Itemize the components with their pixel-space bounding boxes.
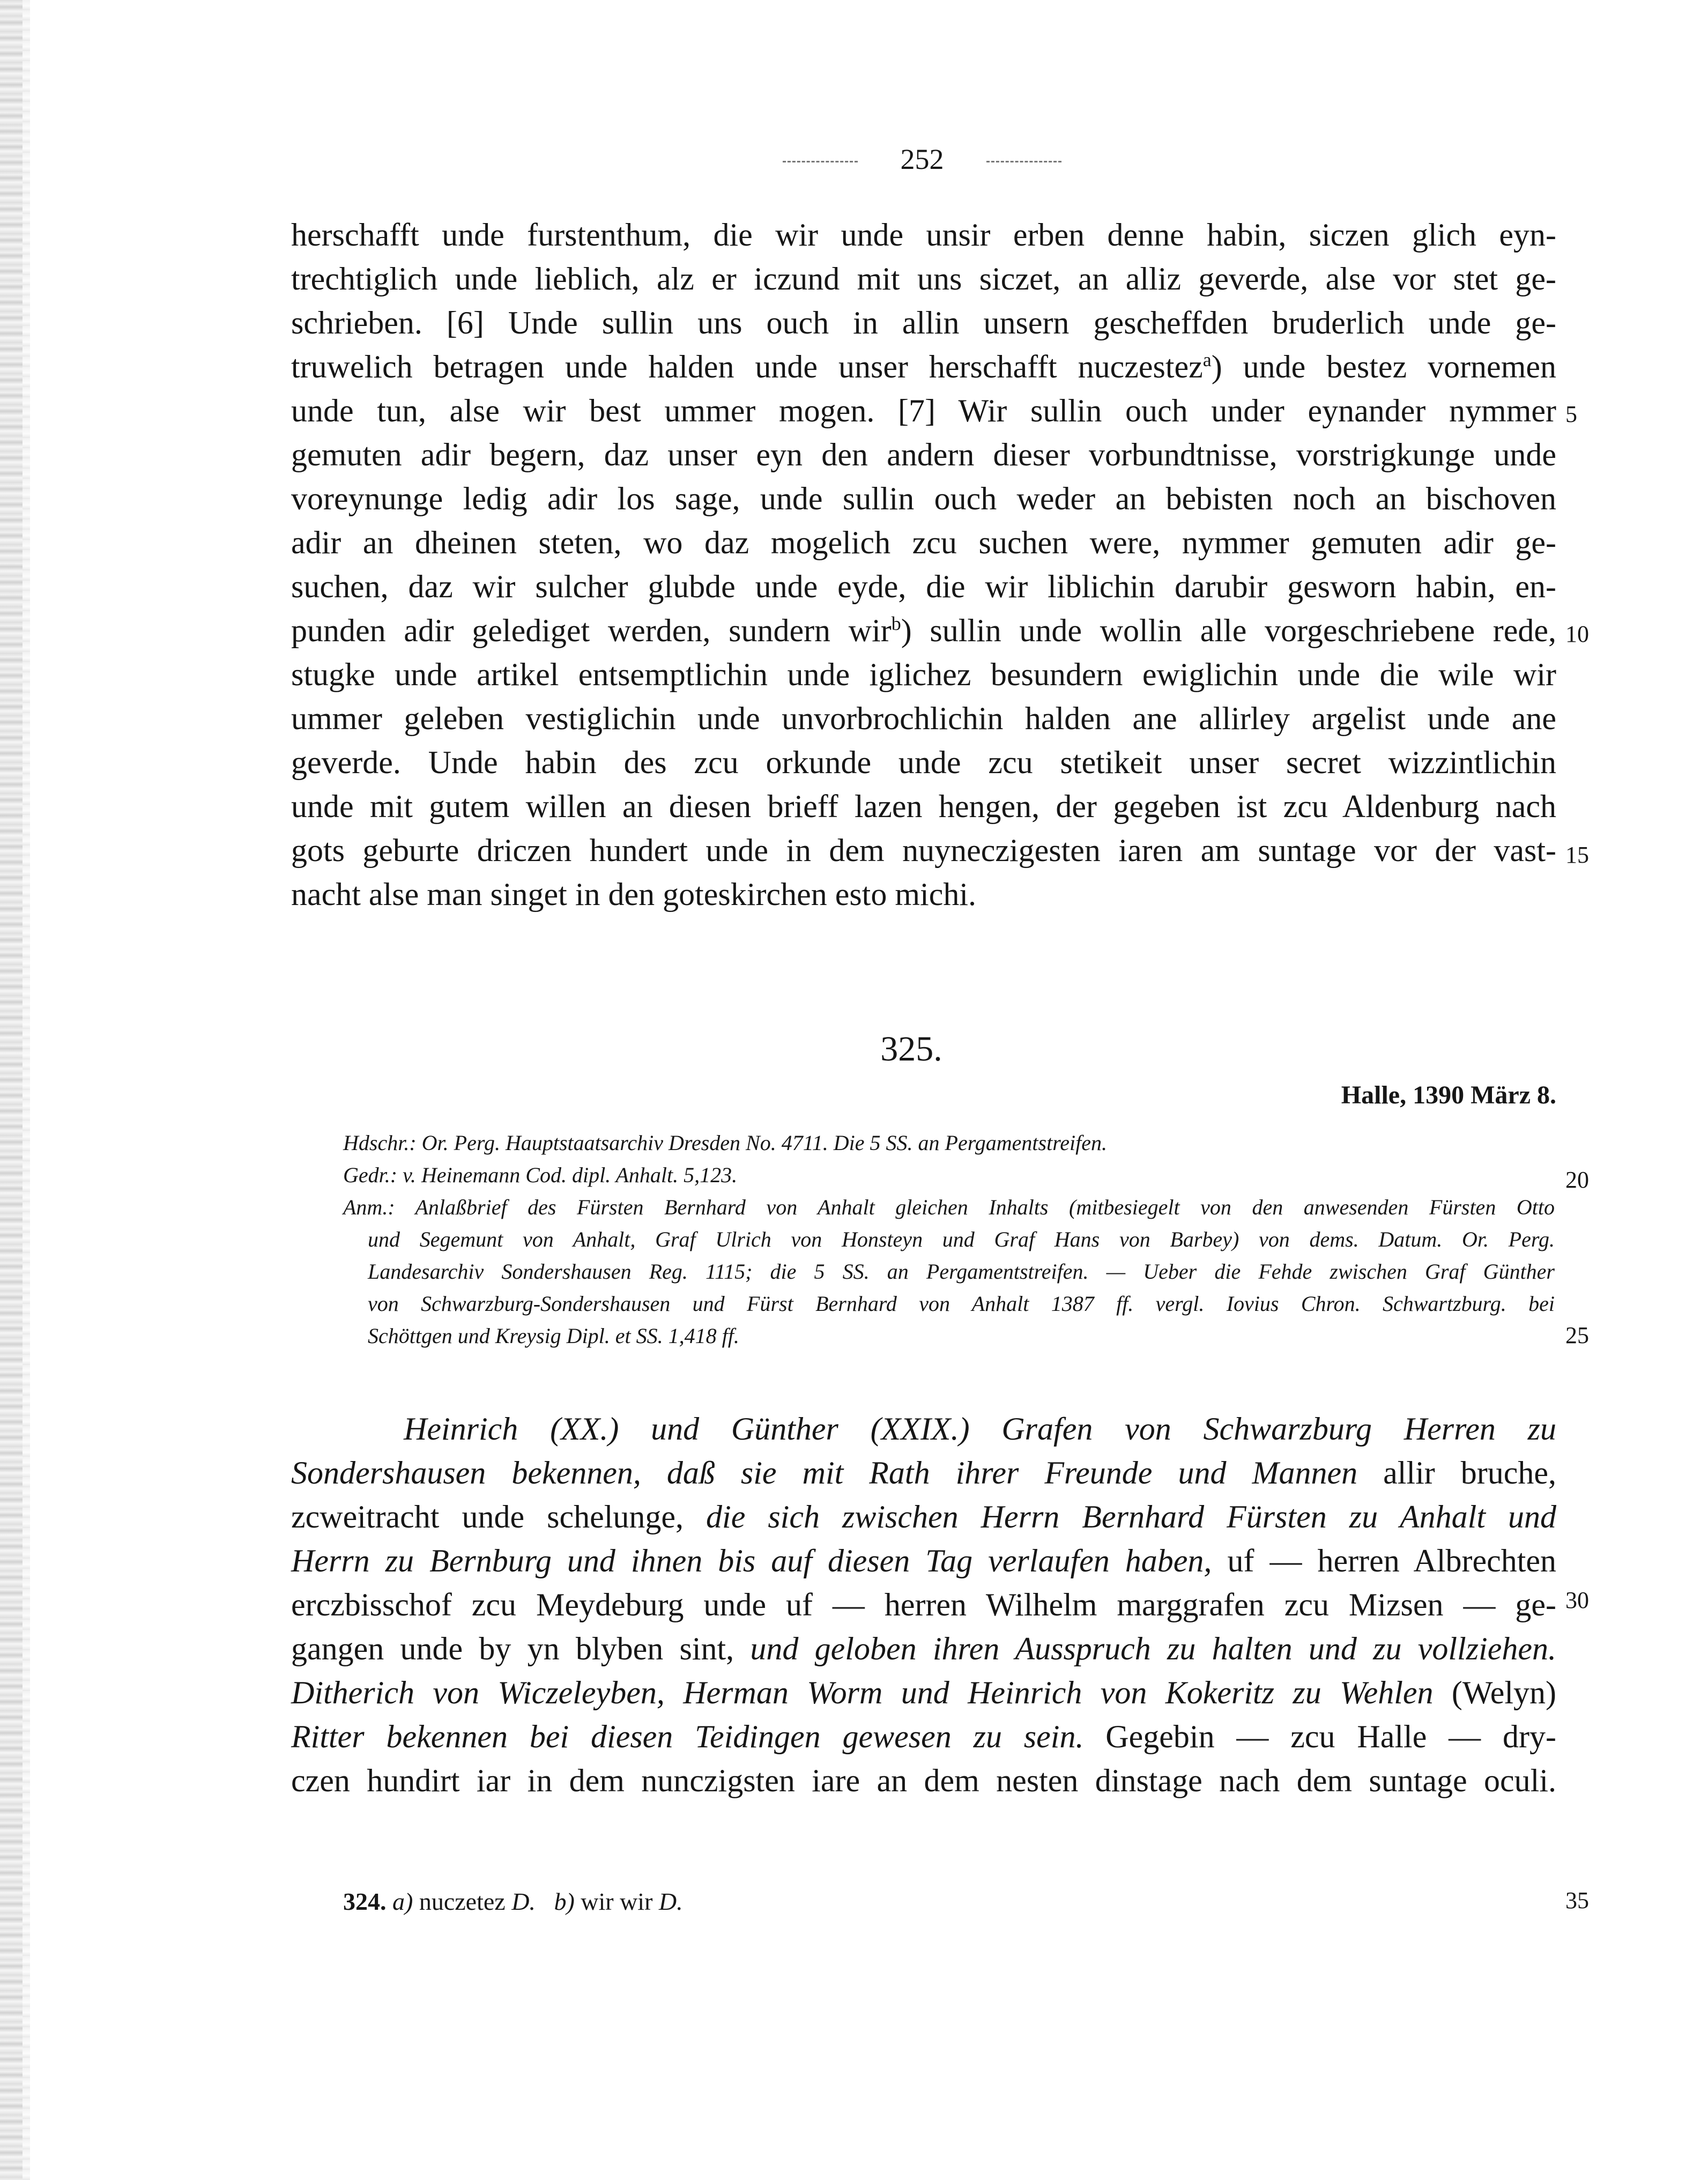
regest-italic: Sondershausen bekennen, daß sie mit Rath ihrer Freunde und Mannen [291,1455,1358,1491]
regest-line [291,1495,1556,1539]
body-line: stugke unde artikel entsemptlichin unde iglichez besundern ewiglichin unde die wile wir [291,657,1556,692]
document-number: 325. [880,1029,942,1069]
regest-line [291,1539,1556,1583]
regest-roman: uf — herren Albrechten [1212,1543,1557,1578]
line-number: 30 [1565,1587,1589,1613]
body-line-text: ) unde bestez vornemen [1211,349,1556,384]
footnote-ref: 324. [343,1888,387,1915]
regest-italic: Ritter bekennen bei diesen Teidingen gewesen zu sein. [291,1719,1084,1754]
body-line: gemuten adir begern, daz unser eyn den andern dieser vorbundtnisse, vorstrigkunge unde [291,437,1556,472]
regest-italic: die sich zwischen Herrn Bernhard Fürsten zu Anhalt und [706,1499,1556,1534]
note-line: Landesarchiv Sondershausen Reg. 1115; die 5 SS. an Pergamentstreifen. — Ueber die Fehde zwischen Graf Günther [368,1259,1555,1284]
note-line: von Schwarzburg-Sondershausen und Fürst Bernhard von Anhalt 1387 ff. vergl. Iovius Chron. Schwartzburg. bei [368,1292,1555,1316]
place-date: Halle, 1390 März 8. [1341,1081,1556,1109]
regest-line [291,1451,1556,1495]
note-line: Gedr.: v. Heinemann Cod. dipl. Anhalt. 5,123. [343,1163,738,1187]
body-line: ummer geleben vestiglichin unde unvorbrochlichin halden ane allirley argelist unde ane [291,701,1556,736]
line-number: 10 [1565,621,1589,647]
line-number: 25 [1565,1322,1589,1348]
regest-italic: Herrn zu Bernburg und ihnen bis auf diesen Tag verlaufen haben, [291,1543,1212,1578]
line-number: 35 [1565,1887,1589,1914]
page-number: 252 [900,143,944,175]
body-line-text: punden adir gelediget werden, sundern wir [291,613,892,648]
header-rule-left [783,161,858,162]
footnote-mark: a [1202,349,1212,370]
body-line: suchen, daz wir sulcher glubde unde eyde, die wir liblichin darubir gesworn habin, en- [291,569,1556,604]
body-line [291,345,1556,389]
body-line: herschafft unde furstenthum, die wir unde unsir erben denne habin, siczen glich eyn- [291,217,1556,253]
body-line: schrieben. [6] Unde sullin uns ouch in allin unsern gescheffden bruderlich unde ge- [291,305,1556,340]
footnote-a-label: a) [392,1888,413,1915]
regest-line: Heinrich (XX.) und Günther (XXIX.) Grafen von Schwarzburg Herren zu [404,1411,1556,1447]
regest-roman: Gegebin — zcu Halle — dry- [1083,1719,1556,1754]
body-line-text: truwelich betragen unde halden unde unser herschafft nuczestez [291,349,1203,384]
regest-line [291,1627,1556,1671]
footnote-a-text: nuczetez [413,1888,512,1915]
body-line: unde mit gutem willen an diesen brieff lazen hengen, der gegeben ist zcu Aldenburg nach [291,789,1556,824]
body-line: unde tun, alse wir best ummer mogen. [7] Wir sullin ouch under eynander nymmer [291,393,1556,428]
scan-edge-inner [23,0,30,2180]
note-line: Hdschr.: Or. Perg. Hauptstaatsarchiv Dresden No. 4711. Die 5 SS. an Pergamentstreifen. [343,1131,1108,1155]
body-line: adir an dheinen steten, wo daz mogelich zcu suchen were, nymmer gemuten adir ge- [291,525,1556,560]
regest-italic: Ditherich von Wiczeleyben, Herman Worm und Heinrich von Kokeritz zu Wehlen [291,1675,1434,1710]
regest-line [291,1715,1556,1759]
regest-italic: und geloben ihren Ausspruch zu halten und zu vollziehen. [750,1631,1556,1666]
header-rule-right [986,161,1061,162]
footnote-mark: b [891,613,901,634]
footnote-b-label: b) [554,1888,575,1915]
body-line-text: ) sullin unde wollin alle vorgeschriebene rede, [901,613,1556,648]
regest-line [291,1671,1556,1715]
footnote-a-source: D. [511,1888,536,1915]
regest-line: erczbisschof zcu Meydeburg unde uf — herren Wilhelm marggrafen zcu Mizsen — ge- [291,1587,1556,1622]
scan-edge [0,0,23,2180]
footnote-b-source: D. [658,1888,683,1915]
regest-roman: (Welyn) [1433,1675,1557,1710]
note-line: Anm.: Anlaßbrief des Fürsten Bernhard von Anhalt gleichen Inhalts (mitbesiegelt von den anwesenden Fürsten Otto [343,1195,1555,1219]
line-number: 20 [1565,1167,1589,1193]
regest-line: czen hundirt iar in dem nunczigsten iare an dem nesten dinstage nach dem suntage oculi. [291,1763,1556,1798]
regest-roman: gangen unde by yn blyben sint, [291,1631,751,1666]
note-line: und Segemunt von Anhalt, Graf Ulrich von Honsteyn und Graf Hans von Barbey) von dems. Datum. Or. Perg. [368,1227,1555,1251]
body-line: voreynunge ledig adir los sage, unde sullin ouch weder an bebisten noch an bischoven [291,481,1556,516]
body-line: nacht alse man singet in den goteskirchen esto michi. [291,877,976,912]
body-line: gots geburte driczen hundert unde in dem nuyneczigesten iaren am suntage vor der vast- [291,833,1556,868]
body-line [291,609,1556,652]
regest-roman: zcweitracht unde schelunge, [291,1499,707,1534]
body-line: trechtiglich unde lieblich, alz er iczund mit uns siczet, an alliz geverde, alse vor stet ge- [291,261,1556,296]
body-line: geverde. Unde habin des zcu orkunde unde zcu stetikeit unser secret wizzintlichin [291,745,1556,780]
line-number: 5 [1565,401,1577,427]
line-number: 15 [1565,842,1589,868]
page-header [761,140,1061,178]
regest-roman: allir bruche, [1357,1455,1556,1491]
note-line: Schöttgen und Kreysig Dipl. et SS. 1,418 ff. [368,1324,739,1348]
footnote-b-text: wir wir [574,1888,659,1915]
footnotes [343,1884,1094,1919]
